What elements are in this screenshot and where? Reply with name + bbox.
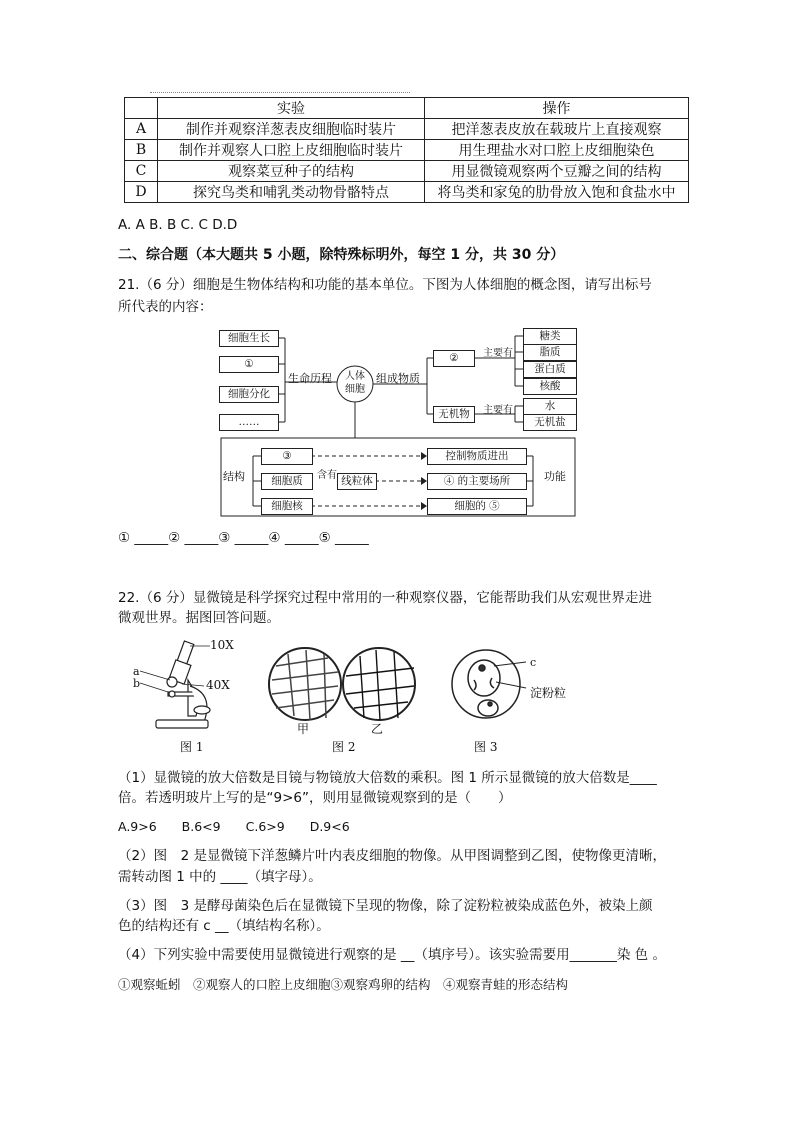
node-sugar: 糖类 (523, 328, 577, 345)
table-cell: A (125, 119, 158, 140)
q22-part1-line2: 倍。若透明玻片上写的是“9>6”，则用显微镜观察到的是（ ） (118, 790, 512, 806)
figure-2-onion-cells (268, 646, 418, 736)
label-composition: 组成物质 (376, 372, 420, 385)
node-water: 水 (523, 398, 577, 415)
cell-concept-diagram (215, 322, 595, 522)
table-cell: 用显微镜观察两个豆瓣之间的结构 (425, 161, 689, 182)
node-blank-3: ③ (261, 448, 313, 465)
node-control-transport: 控制物质进出 (427, 448, 527, 465)
node-inorganic: 无机物 (433, 406, 475, 423)
label-yi: 乙 (371, 722, 384, 736)
q21-stem-line1: 21.（6 分）细胞是生物体结构和功能的基本单位。下图为人体细胞的概念图，请写出标号 (118, 277, 652, 293)
label-mainly-1: 主要有 (483, 348, 513, 359)
table-cell: 将鸟类和家兔的肋骨放入饱和食盐水中 (425, 182, 689, 203)
label-eyepiece: 10X (210, 638, 234, 652)
label-life-process: 生命历程 (288, 372, 332, 385)
yeast-cell-icon (448, 646, 528, 726)
label-function: 功能 (544, 470, 566, 483)
node-inorganic-salt: 无机盐 (523, 414, 577, 431)
node-blank-1: ① (219, 356, 279, 373)
figure-1-caption: 图 1 (180, 740, 204, 754)
node-blank-2: ② (433, 350, 475, 367)
cell-view-icon (268, 646, 418, 726)
node-mitochondria: 线粒体 (337, 473, 377, 490)
node-blank-5: 细胞的 ⑤ (427, 498, 527, 515)
q22-part1-options: A.9>6 B.6<9 C.6>9 D.9<6 (118, 819, 350, 834)
q20-options: A. A B. B C. C D.D (118, 217, 238, 233)
q22-part4-options: ①观察蚯蚓 ②观察人的口腔上皮细胞③观察鸡卵的结构 ④观察青蛙的形态结构 (118, 977, 569, 992)
node-nucleic-acid: 核酸 (523, 378, 577, 395)
table-cell: 制作并观察人口腔上皮细胞临时装片 (158, 140, 425, 161)
node-cell-growth: 细胞生长 (219, 330, 279, 347)
table-header: 操作 (425, 98, 689, 119)
table-header: 实验 (158, 98, 425, 119)
label-b: b (133, 677, 141, 690)
table-cell: D (125, 182, 158, 203)
node-ellipsis: …… (219, 414, 279, 431)
table-cell: 探究鸟类和哺乳类动物骨骼特点 (158, 182, 425, 203)
q22-part3-line1: （3）图 3 是酵母菌染色后在显微镜下呈现的物像，除了淀粉粒被染成蓝色外，被染上颜 (118, 898, 653, 914)
q22-part3-line2: 色的结构还有 c __（填结构名称）。 (118, 918, 330, 934)
q21-answer-blanks: ① _____② _____③ _____④ _____⑤ _____ (118, 530, 369, 546)
node-cell-differentiation: 细胞分化 (219, 386, 279, 403)
node-nucleus: 细胞核 (261, 498, 313, 515)
label-c: c (530, 656, 537, 669)
table-cell: 把洋葱表皮放在载玻片上直接观察 (425, 119, 689, 140)
cutoff-line (150, 92, 410, 96)
q22-stem-line1: 22.（6 分）显微镜是科学探究过程中常用的一种观察仪器，它能帮助我们从宏观世界走进 (118, 590, 652, 606)
q21-stem-line2: 所代表的内容： (118, 299, 213, 315)
label-starch-granule: 淀粉粒 (530, 686, 567, 700)
table-cell: 制作并观察洋葱表皮细胞临时装片 (158, 119, 425, 140)
label-contains: 含有 (317, 470, 337, 481)
table-cell: C (125, 161, 158, 182)
table-header-row (125, 98, 689, 119)
q22-stem-line2: 微观世界。据图回答问题。 (118, 610, 280, 626)
node-blank-4: ④ 的主要场所 (427, 473, 527, 490)
q22-part4: （4）下列实验中需要使用显微镜进行观察的是 __（填序号）。该实验需要用_______染 色 。 (118, 947, 666, 963)
node-protein: 蛋白质 (523, 361, 577, 378)
q22-part1-line1: （1）显微镜的放大倍数是目镜与物镜放大倍数的乘积。图 1 所示显微镜的放大倍数是____ (118, 770, 657, 786)
experiment-table (124, 97, 689, 203)
node-lipid: 脂质 (523, 344, 577, 361)
table-row (125, 140, 689, 161)
table-header (125, 98, 158, 119)
q22-part2-line1: （2）图 2 是显微镜下洋葱鳞片叶内表皮细胞的物像。从甲图调整到乙图，使物像更清晰， (118, 848, 666, 864)
figure-3-yeast (448, 646, 578, 726)
table-cell: 观察菜豆种子的结构 (158, 161, 425, 182)
node-human-cell: 人体 细胞 (345, 371, 365, 395)
table-cell: 用生理盐水对口腔上皮细胞染色 (425, 140, 689, 161)
label-structure: 结构 (223, 470, 245, 483)
label-a: a (133, 665, 140, 678)
label-mainly-2: 主要有 (483, 405, 513, 416)
label-jia: 甲 (297, 722, 310, 736)
figure-2-caption: 图 2 (332, 740, 356, 754)
table-row (125, 161, 689, 182)
table-cell: B (125, 140, 158, 161)
label-objective: 40X (206, 678, 230, 692)
q22-part2-line2: 需转动图 1 中的 ____（填字母）。 (118, 869, 322, 885)
table-row (125, 182, 689, 203)
table-row (125, 119, 689, 140)
node-cytoplasm: 细胞质 (261, 473, 313, 490)
section-title: 二、综合题（本大题共 5 小题，除特殊标明外，每空 1 分，共 30 分） (118, 247, 565, 263)
figure-3-caption: 图 3 (474, 740, 498, 754)
